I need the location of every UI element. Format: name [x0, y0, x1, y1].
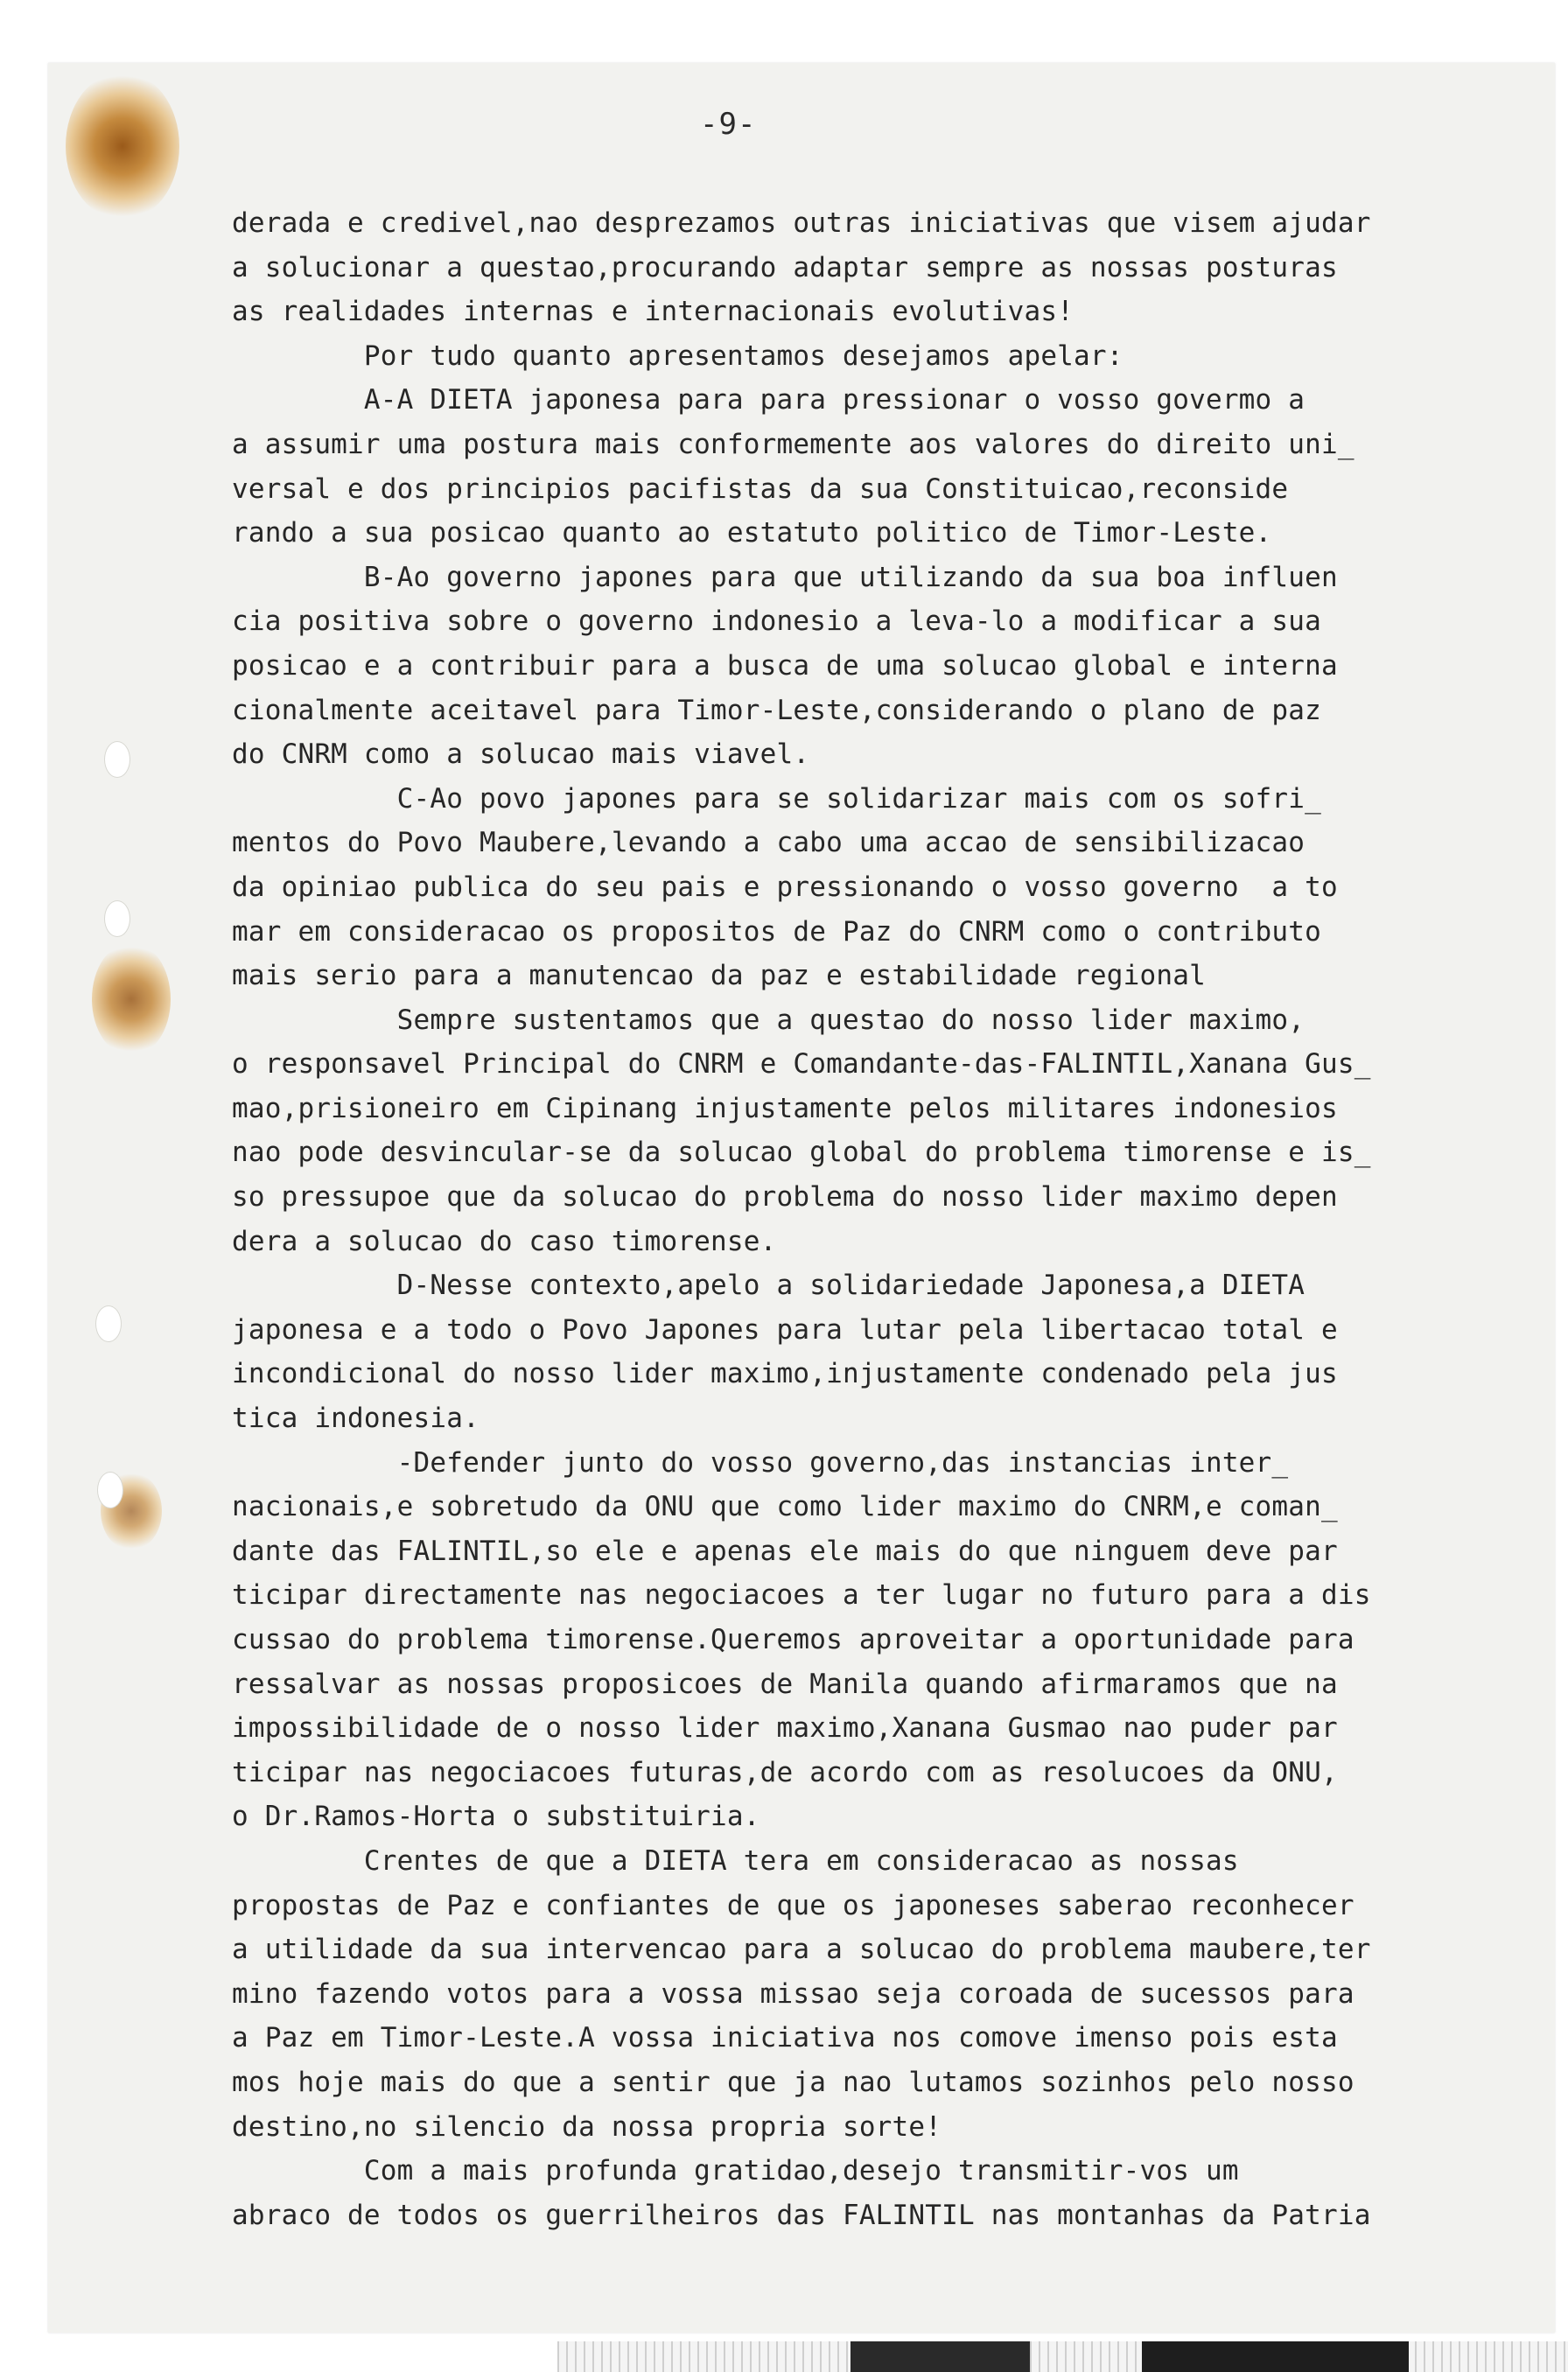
text-line: a utilidade da sua intervencao para a solucao do problema maubere,ter	[232, 1934, 1371, 1966]
text-line: o Dr.Ramos-Horta o substituiria.	[232, 1801, 760, 1833]
text-line: destino,no silencio da nossa propria sorte!	[232, 2110, 942, 2143]
text-line: Com a mais profunda gratidao,desejo transmitir-vos um	[232, 2155, 1239, 2187]
page-number: -9-	[700, 107, 757, 142]
text-line: derada e credivel,nao desprezamos outras iniciativas que visem ajudar	[232, 207, 1371, 239]
text-line: dera a solucao do caso timorense.	[232, 1225, 777, 1257]
text-line: A-A DIETA japonesa para para pressionar o vosso govermo a	[232, 384, 1306, 416]
punch-hole	[104, 900, 130, 937]
text-line: Por tudo quanto apresentamos desejamos apelar:	[232, 339, 1124, 372]
text-line: versal e dos principios pacifistas da sua Constituicao,reconside	[232, 472, 1289, 505]
punch-hole	[104, 741, 130, 778]
text-line: japonesa e a todo o Povo Japones para lutar pela libertacao total e	[232, 1313, 1338, 1346]
text-line: cia positiva sobre o governo indonesio a leva-lo a modificar a sua	[232, 605, 1321, 638]
text-line: B-Ao governo japones para que utilizando da sua boa influen	[232, 561, 1338, 593]
text-line: D-Nesse contexto,apelo a solidariedade Japonesa,a DIETA	[232, 1270, 1306, 1302]
text-line: o responsavel Principal do CNRM e Comandante-das-FALINTIL,Xanana Gus_	[232, 1048, 1371, 1081]
calibration-block	[1142, 2341, 1409, 2372]
text-line: impossibilidade de o nosso lider maximo,Xanana Gusmao nao puder par	[232, 1712, 1338, 1745]
text-line: mentos do Povo Maubere,levando a cabo uma accao de sensibilizacao	[232, 827, 1306, 859]
text-line: mino fazendo votos para a vossa missao seja coroada de sucessos para	[232, 1977, 1354, 2010]
text-line: a assumir uma postura mais conformemente aos valores do direito uni_	[232, 428, 1354, 460]
text-line: do CNRM como a solucao mais viavel.	[232, 738, 810, 771]
text-line: ticipar nas negociacoes futuras,de acordo com as resolucoes da ONU,	[232, 1756, 1338, 1788]
text-line: propostas de Paz e confiantes de que os japoneses saberao reconhecer	[232, 1889, 1354, 1921]
text-line: abraco de todos os guerrilheiros das FALINTIL nas montanhas da Patria	[232, 2199, 1371, 2231]
document-page	[48, 63, 1555, 2333]
text-line: Sempre sustentamos que a questao do nosso lider maximo,	[232, 1004, 1306, 1036]
text-line: cussao do problema timorense.Queremos aproveitar a oportunidade para	[232, 1624, 1354, 1655]
text-line: dante das FALINTIL,so ele e apenas ele mais do que ninguem deve par	[232, 1535, 1338, 1567]
burn-mark	[66, 72, 179, 220]
text-line: mais serio para a manutencao da paz e estabilidade regional	[232, 960, 1206, 992]
text-line: nao pode desvincular-se da solucao global do problema timorense e is_	[232, 1137, 1371, 1169]
color-calibration-strip	[557, 2341, 1568, 2372]
text-line: posicao e a contribuir para a busca de uma solucao global e interna	[232, 649, 1338, 682]
text-line: so pressupoe que da solucao do problema do nosso lider maximo depen	[232, 1181, 1338, 1214]
punch-hole	[95, 1305, 122, 1342]
text-line: cionalmente aceitavel para Timor-Leste,considerando o plano de paz	[232, 694, 1321, 726]
text-line: -Defender junto do vosso governo,das instancias inter_	[232, 1446, 1289, 1479]
text-line: rando a sua posicao quanto ao estatuto politico de Timor-Leste.	[232, 517, 1272, 549]
text-line: incondicional do nosso lider maximo,injustamente condenado pela jus	[232, 1358, 1338, 1390]
calibration-block	[850, 2341, 1030, 2372]
body-text	[232, 201, 1527, 2237]
text-line: tica indonesia.	[232, 1403, 480, 1435]
text-line: mao,prisioneiro em Cipinang injustamente pelos militares indonesios	[232, 1092, 1338, 1124]
text-line: Crentes de que a DIETA tera em consideracao as nossas	[232, 1844, 1239, 1877]
text-line: nacionais,e sobretudo da ONU que como lider maximo do CNRM,e coman_	[232, 1491, 1338, 1523]
text-line: C-Ao povo japones para se solidarizar mais com os sofri_	[232, 782, 1321, 815]
text-line: ticipar directamente nas negociacoes a ter lugar no futuro para a dis	[232, 1579, 1371, 1612]
text-line: as realidades internas e internacionais evolutivas!	[232, 296, 1074, 328]
text-line: da opiniao publica do seu pais e pressionando o vosso governo a to	[232, 871, 1338, 903]
text-line: a solucionar a questao,procurando adaptar sempre as nossas posturas	[232, 251, 1338, 283]
text-line: ressalvar as nossas proposicoes de Manila quando afirmaramos que na	[232, 1668, 1338, 1700]
text-line: mos hoje mais do que a sentir que ja nao lutamos sozinhos pelo nosso	[232, 2066, 1354, 2098]
text-line: a Paz em Timor-Leste.A vossa iniciativa nos comove imenso pois esta	[232, 2022, 1338, 2054]
punch-hole	[97, 1472, 123, 1508]
burn-mark	[92, 942, 171, 1056]
text-line: mar em consideracao os propositos de Paz do CNRM como o contributo	[232, 915, 1321, 948]
